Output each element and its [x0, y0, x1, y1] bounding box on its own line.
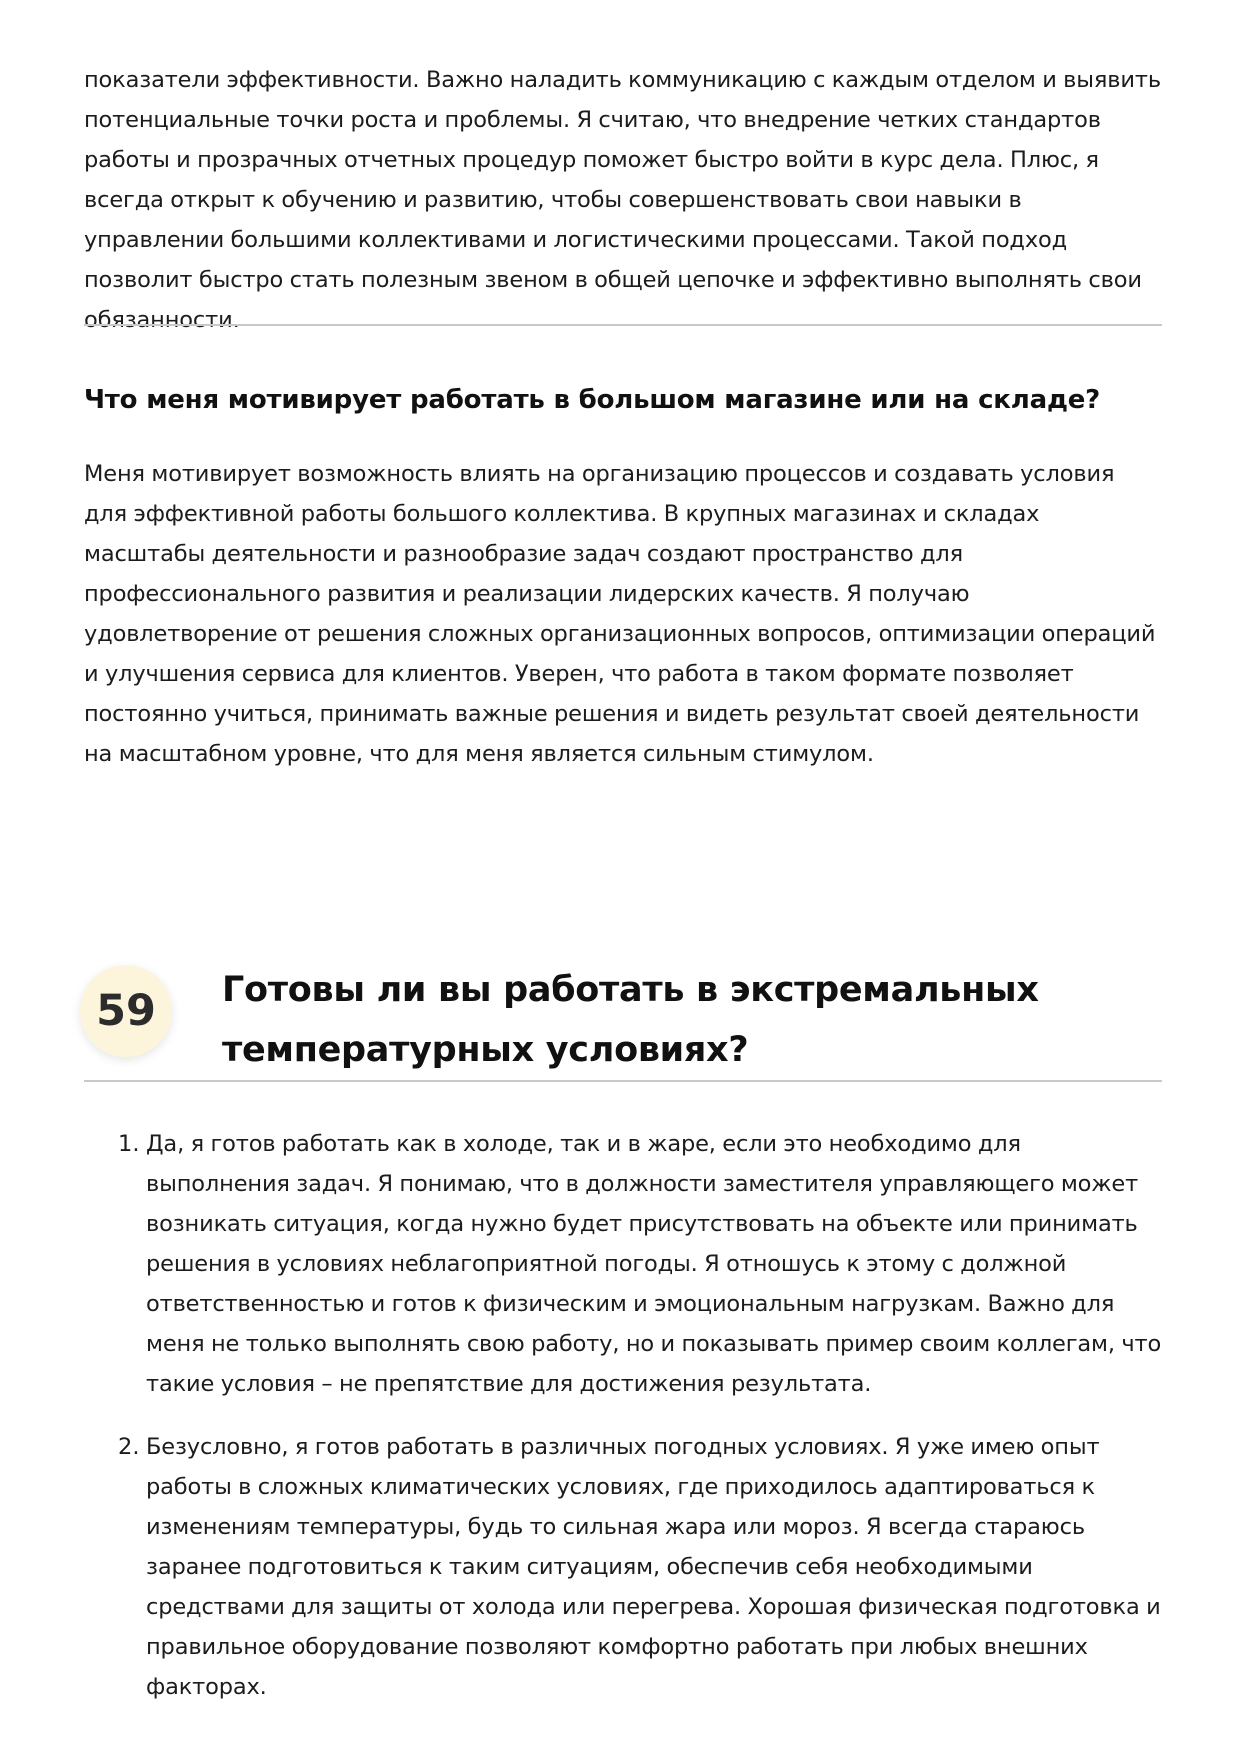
question-number-badge: 59: [80, 965, 172, 1057]
answer-item: [84, 1124, 1162, 1404]
answer-item: [84, 1427, 1162, 1707]
answers-list: [84, 1124, 1162, 1730]
question-divider: [84, 1080, 1162, 1082]
answer-marker: 1.: [118, 1131, 140, 1157]
answer-marker: 2.: [118, 1434, 140, 1460]
intro-paragraph: показатели эффективности. Важно наладить коммуникацию с каждым отделом и выявить потенциальные точки роста и проблемы. Я считаю, что внедрение четких стандартов работы и прозрачных отчетных процедур поможет быстро войти в курс дела. Плюс, я всегда открыт к обучению и развитию, чтобы совершенствовать свои навыки в управлении большими коллективами и логистическими процессами. Такой подход позволит быстро стать полезным звеном в общей цепочке и эффективно выполнять свои обязанности.: [84, 67, 1161, 333]
motivation-paragraph: Меня мотивирует возможность влиять на организацию процессов и создавать условия для эффективной работы большого коллектива. В крупных магазинах и складах масштабы деятельности и разнообразие задач создают пространство для профессионального развития и реализации лидерских качеств. Я получаю удовлетворение от решения сложных организационных вопросов, оптимизации операций и улучшения сервиса для клиентов. Уверен, что работа в таком формате позволяет постоянно учиться, принимать важные решения и видеть результат своей деятельности на масштабном уровне, что для меня является сильным стимулом.: [84, 461, 1156, 767]
answer-text: Да, я готов работать как в холоде, так и в жаре, если это необходимо для выполнения задач. Я понимаю, что в должности заместителя управляющего может возникать ситуация, когда нужно будет присутствовать на объекте или принимать решения в условиях неблагоприятной погоды. Я отношусь к этому с должной ответственностью и готов к физическим и эмоциональным нагрузкам. Важно для меня не только выполнять свою работу, но и показывать пример своим коллегам, что такие условия – не препятствие для достижения результата.: [146, 1131, 1162, 1397]
motivation-heading: Что меня мотивирует работать в большом магазине или на складе?: [84, 385, 1101, 415]
answer-text: Безусловно, я готов работать в различных погодных условиях. Я уже имею опыт работы в сложных климатических условиях, где приходилось адаптироваться к изменениям температуры, будь то сильная жара или мороз. Я всегда стараюсь заранее подготовиться к таким ситуациям, обеспечив себя необходимыми средствами для защиты от холода или перегрева. Хорошая физическая подготовка и правильное оборудование позволяют комфортно работать при любых внешних факторах.: [146, 1434, 1161, 1700]
section-divider: [84, 324, 1162, 326]
question-title: Готовы ли вы работать в экстремальных температурных условиях?: [222, 970, 1039, 1070]
